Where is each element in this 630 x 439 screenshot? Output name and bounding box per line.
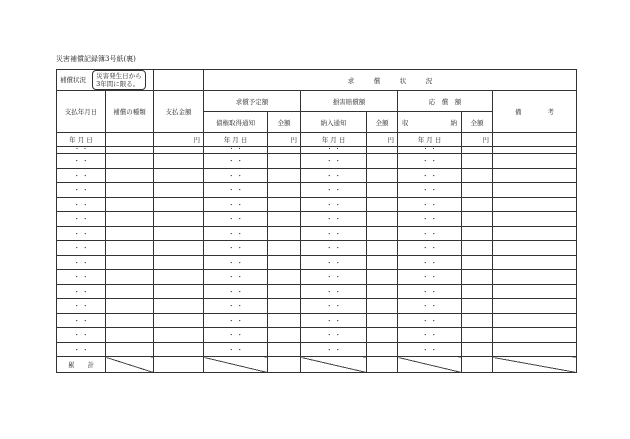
- compensation-record-table: [56, 69, 577, 373]
- table-cell: [367, 147, 398, 154]
- table-cell: [268, 154, 301, 169]
- table-cell: [268, 299, 301, 314]
- table-cell: [106, 197, 154, 212]
- table-cell: [367, 284, 398, 299]
- table-cell: [462, 183, 493, 198]
- total-label: 累 計: [57, 357, 106, 373]
- table-row: [57, 255, 577, 270]
- table-cell: [493, 147, 577, 154]
- table-cell: [154, 147, 204, 154]
- yen-unit: 円: [268, 133, 301, 147]
- date-dots: ・ ・: [398, 154, 462, 169]
- table-cell: [462, 357, 493, 373]
- table-cell: [493, 270, 577, 285]
- date-dots: ・ ・: [301, 154, 367, 169]
- diagonal-cell: [204, 357, 268, 373]
- table-cell: [106, 342, 154, 357]
- claim-status-header: 求 償 状 況: [204, 70, 577, 91]
- table-row: [57, 197, 577, 212]
- table-cell: [367, 299, 398, 314]
- date-dots: ・ ・: [57, 226, 106, 241]
- table-cell: [268, 328, 301, 343]
- status-label-cell: [57, 70, 154, 91]
- table-cell: [367, 183, 398, 198]
- damages-header: 損害賠償額: [301, 91, 398, 112]
- table-cell: [462, 284, 493, 299]
- table-cell: [493, 255, 577, 270]
- date-dots: ・ ・: [301, 197, 367, 212]
- table-cell: [106, 183, 154, 198]
- table-row: [57, 241, 577, 256]
- date-dots: ・ ・: [204, 147, 268, 154]
- date-dots: ・ ・: [204, 313, 268, 328]
- table-cell: [462, 255, 493, 270]
- date-dots: ・ ・: [57, 183, 106, 198]
- date-dots: ・ ・: [57, 212, 106, 227]
- table-cell: [462, 212, 493, 227]
- table-cell: [462, 168, 493, 183]
- date-dots: ・ ・: [398, 313, 462, 328]
- g1-amount-header: 全額: [268, 112, 301, 133]
- table-cell: [106, 284, 154, 299]
- pay-date-header: 支払年月日: [57, 91, 106, 133]
- table-cell: [367, 241, 398, 256]
- table-cell: [462, 313, 493, 328]
- table-cell: [462, 197, 493, 212]
- date-dots: ・ ・: [57, 299, 106, 314]
- pay-amount-header: 支払金額: [154, 91, 204, 133]
- table-cell: [268, 270, 301, 285]
- date-unit: 年 月 日: [301, 133, 367, 147]
- table-cell: [154, 328, 204, 343]
- table-cell: [154, 255, 204, 270]
- table-row: [57, 299, 577, 314]
- date-dots: ・ ・: [398, 241, 462, 256]
- date-unit: 年 月 日: [398, 133, 462, 147]
- table-cell: [493, 241, 577, 256]
- remarks-header: 備 考: [493, 91, 577, 133]
- date-dots: ・ ・: [204, 328, 268, 343]
- date-dots: ・ ・: [204, 342, 268, 357]
- table-cell: [493, 328, 577, 343]
- diagonal-cell: [493, 357, 577, 373]
- date-dots: ・ ・: [301, 328, 367, 343]
- table-cell: [106, 212, 154, 227]
- table-cell: [154, 168, 204, 183]
- date-dots: ・ ・: [301, 342, 367, 357]
- g3-sub-header: 収 納: [398, 112, 462, 133]
- diagonal-cell: [398, 357, 462, 373]
- table-cell: [367, 342, 398, 357]
- period-note: 災害発生日から 3年間に限る。: [92, 70, 146, 90]
- date-dots: ・ ・: [204, 226, 268, 241]
- table-cell: [462, 328, 493, 343]
- table-cell: [106, 313, 154, 328]
- date-dots: ・ ・: [398, 183, 462, 198]
- date-dots: ・ ・: [204, 284, 268, 299]
- blank-cell: [106, 133, 154, 147]
- comp-type-header: 補償の種類: [106, 91, 154, 133]
- date-dots: ・ ・: [301, 212, 367, 227]
- date-dots: ・ ・: [57, 313, 106, 328]
- table-cell: [493, 197, 577, 212]
- date-dots: ・ ・: [301, 147, 367, 154]
- table-cell: [493, 299, 577, 314]
- date-unit: 年 月 日: [57, 133, 106, 147]
- table-cell: [493, 284, 577, 299]
- table-cell: [367, 313, 398, 328]
- table-cell: [106, 299, 154, 314]
- table-cell: [493, 313, 577, 328]
- table-cell: [154, 197, 204, 212]
- date-dots: ・ ・: [398, 197, 462, 212]
- date-dots: ・ ・: [204, 212, 268, 227]
- diagonal-cell: [106, 357, 154, 373]
- table-cell: [462, 299, 493, 314]
- table-cell: [154, 183, 204, 198]
- table-cell: [154, 241, 204, 256]
- table-cell: [268, 226, 301, 241]
- status-label: 補償状況: [60, 76, 86, 84]
- table-cell: [106, 255, 154, 270]
- table-row: [57, 328, 577, 343]
- table-cell: [106, 168, 154, 183]
- date-dots: ・ ・: [204, 197, 268, 212]
- date-dots: ・ ・: [57, 154, 106, 169]
- table-cell: [268, 183, 301, 198]
- date-dots: ・ ・: [301, 183, 367, 198]
- table-cell: [268, 357, 301, 373]
- date-dots: ・ ・: [301, 226, 367, 241]
- yen-unit: 円: [462, 133, 493, 147]
- date-dots: ・ ・: [204, 183, 268, 198]
- date-dots: ・ ・: [301, 313, 367, 328]
- date-dots: ・ ・: [301, 241, 367, 256]
- table-cell: [268, 284, 301, 299]
- table-cell: [268, 147, 301, 154]
- table-cell: [106, 241, 154, 256]
- date-dots: ・ ・: [398, 147, 462, 154]
- document-title: 災害補償記録簿3号紙(裏): [56, 55, 136, 63]
- table-cell: [154, 299, 204, 314]
- response-header: 応 償 額: [398, 91, 493, 112]
- table-cell: [462, 241, 493, 256]
- g2-sub-header: 納入通知: [301, 112, 367, 133]
- table-cell: [367, 270, 398, 285]
- table-cell: [367, 255, 398, 270]
- table-cell: [154, 342, 204, 357]
- g3-amount-header: 全額: [462, 112, 493, 133]
- date-dots: ・ ・: [204, 299, 268, 314]
- table-cell: [462, 147, 493, 154]
- table-cell: [462, 154, 493, 169]
- table-cell: [106, 154, 154, 169]
- table-row: [57, 270, 577, 285]
- table-row: [57, 313, 577, 328]
- table-cell: [106, 226, 154, 241]
- table-row: [57, 342, 577, 357]
- date-dots: ・ ・: [204, 154, 268, 169]
- date-dots: ・ ・: [301, 284, 367, 299]
- date-dots: ・ ・: [301, 255, 367, 270]
- table-cell: [462, 270, 493, 285]
- table-cell: [367, 197, 398, 212]
- date-dots: ・ ・: [57, 255, 106, 270]
- table-cell: [462, 226, 493, 241]
- table-cell: [268, 197, 301, 212]
- date-dots: ・ ・: [301, 168, 367, 183]
- table-cell: [154, 313, 204, 328]
- date-unit: 年 月 日: [204, 133, 268, 147]
- planned-claim-header: 求償予定額: [204, 91, 301, 112]
- total-row: [57, 357, 577, 373]
- date-dots: ・ ・: [398, 226, 462, 241]
- date-dots: ・ ・: [301, 270, 367, 285]
- table-cell: [154, 284, 204, 299]
- date-dots: ・ ・: [57, 284, 106, 299]
- table-cell: [367, 212, 398, 227]
- table-cell: [268, 342, 301, 357]
- date-dots: ・ ・: [57, 342, 106, 357]
- table-cell: [367, 357, 398, 373]
- table-cell: [154, 154, 204, 169]
- date-dots: ・ ・: [398, 284, 462, 299]
- table-cell: [493, 154, 577, 169]
- table-cell: [268, 255, 301, 270]
- table-cell: [493, 168, 577, 183]
- date-dots: ・ ・: [57, 270, 106, 285]
- date-dots: ・ ・: [57, 241, 106, 256]
- table-row: [57, 154, 577, 169]
- table-row: [57, 133, 577, 147]
- date-dots: ・ ・: [57, 197, 106, 212]
- date-dots: ・ ・: [398, 255, 462, 270]
- date-dots: ・ ・: [301, 299, 367, 314]
- table-cell: [268, 241, 301, 256]
- g1-sub-header: 債権取得通知: [204, 112, 268, 133]
- g2-amount-header: 全額: [367, 112, 398, 133]
- yen-unit: 円: [367, 133, 398, 147]
- table-cell: [106, 328, 154, 343]
- yen-unit: 円: [154, 133, 204, 147]
- table-cell: [367, 226, 398, 241]
- table-row: [57, 226, 577, 241]
- date-dots: ・ ・: [398, 212, 462, 227]
- table-cell: [154, 270, 204, 285]
- date-dots: ・ ・: [57, 328, 106, 343]
- date-dots: ・ ・: [204, 270, 268, 285]
- table-cell: [268, 168, 301, 183]
- table-cell: [106, 270, 154, 285]
- date-dots: ・ ・: [398, 328, 462, 343]
- table-cell: [154, 226, 204, 241]
- table-row: [57, 168, 577, 183]
- blank-cell: [493, 133, 577, 147]
- table-cell: [462, 342, 493, 357]
- table-cell: [268, 313, 301, 328]
- date-dots: ・ ・: [204, 168, 268, 183]
- date-dots: ・ ・: [398, 270, 462, 285]
- date-dots: ・ ・: [398, 342, 462, 357]
- date-dots: ・ ・: [204, 241, 268, 256]
- table-cell: [367, 328, 398, 343]
- table-cell: [493, 183, 577, 198]
- table-cell: [367, 168, 398, 183]
- date-dots: ・ ・: [204, 255, 268, 270]
- date-dots: ・ ・: [57, 168, 106, 183]
- table-cell: [154, 357, 204, 373]
- table-row: [57, 284, 577, 299]
- diagonal-cell: [301, 357, 367, 373]
- table-cell: [367, 154, 398, 169]
- table-cell: [493, 212, 577, 227]
- table-cell: [268, 212, 301, 227]
- table-cell: [493, 342, 577, 357]
- table-row: [57, 147, 577, 154]
- date-dots: ・ ・: [398, 168, 462, 183]
- table-cell: [493, 226, 577, 241]
- date-dots: ・ ・: [57, 147, 106, 154]
- blank-cell: [154, 70, 204, 91]
- table-cell: [106, 147, 154, 154]
- table-cell: [154, 212, 204, 227]
- date-dots: ・ ・: [398, 299, 462, 314]
- table-row: [57, 212, 577, 227]
- table-row: [57, 183, 577, 198]
